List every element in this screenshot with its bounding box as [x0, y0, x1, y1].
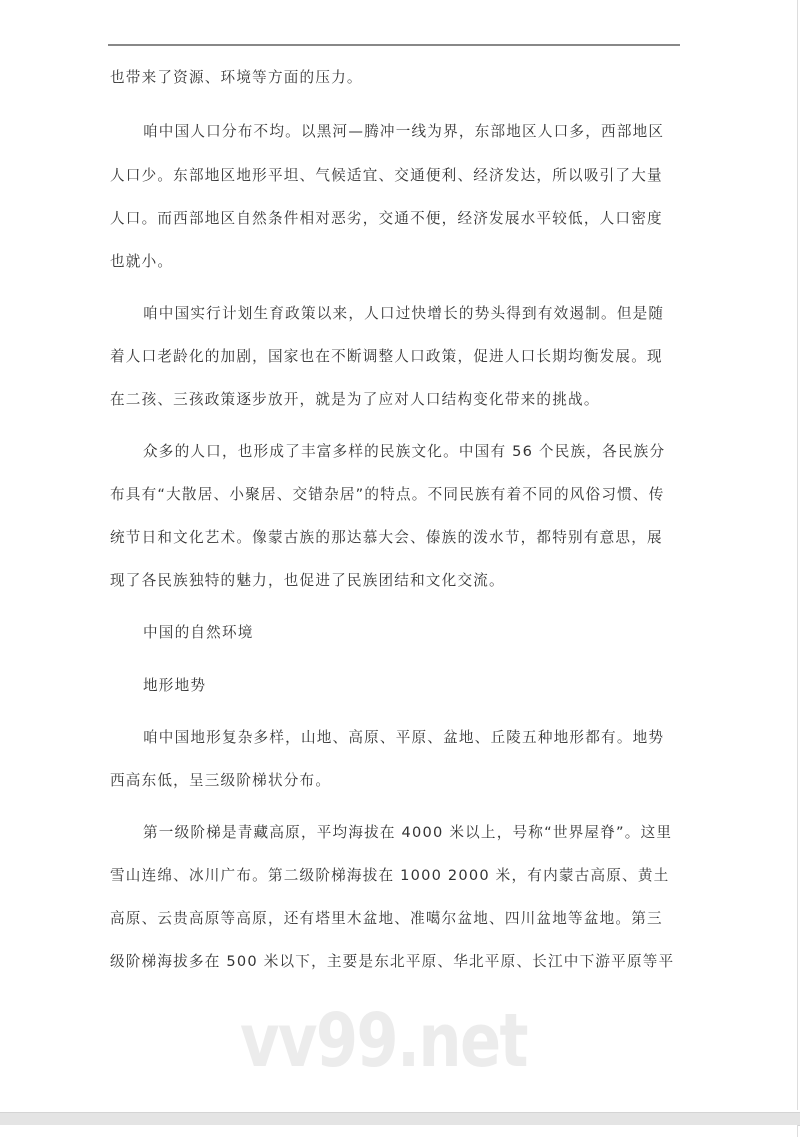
text-line: 也带来了资源、环境等方面的压力。 [110, 69, 363, 86]
paragraph-first-line: 咱中国实行计划生育政策以来，人口过快增长的势头得到有效遏制。但是随 [143, 305, 665, 322]
paragraph-first-line: 第一级阶梯是青藏高原，平均海拔在 4000 米以上，号称“世界屋脊”。这里 [143, 824, 673, 841]
text-line: 人口。而西部地区自然条件相对恶劣，交通不便，经济发展水平较低，人口密度 [110, 210, 663, 227]
paragraph-first-line: 咱中国地形复杂多样，山地、高原、平原、盆地、丘陵五种地形都有。地势 [143, 729, 665, 746]
watermark: vv99.net [240, 998, 527, 1084]
subsection-heading: 地形地势 [143, 677, 207, 694]
section-heading: 中国的自然环境 [143, 624, 254, 641]
text-line: 统节日和文化艺术。像蒙古族的那达慕大会、傣族的泼水节，都特别有意思，展 [110, 529, 663, 546]
text-line: 人口少。东部地区地形平坦、气候适宜、交通便利、经济发达，所以吸引了大量 [110, 167, 663, 184]
paragraph-first-line: 咱中国人口分布不均。以黑河—腾冲一线为界，东部地区人口多，西部地区 [143, 123, 665, 140]
paragraph-first-line: 众多的人口，也形成了丰富多样的民族文化。中国有 56 个民族，各民族分 [143, 443, 666, 460]
text-line: 布具有“大散居、小聚居、交错杂居”的特点。不同民族有着不同的风俗习惯、传 [110, 486, 665, 503]
text-line: 在二孩、三孩政策逐步放开，就是为了应对人口结构变化带来的挑战。 [110, 391, 600, 408]
page-separator [0, 1112, 800, 1126]
text-line: 雪山连绵、冰川广布。第二级阶梯海拔在 1000 2000 米，有内蒙古高原、黄土 [110, 867, 670, 884]
text-line: 级阶梯海拔多在 500 米以下，主要是东北平原、华北平原、长江中下游平原等平 [110, 953, 675, 970]
next-page [0, 1125, 798, 1137]
text-line: 现了各民族独特的魅力，也促进了民族团结和文化交流。 [110, 572, 505, 589]
text-line: 也就小。 [110, 253, 174, 270]
text-line: 高原、云贵高原等高原，还有塔里木盆地、准噶尔盆地、四川盆地等盆地。第三 [110, 910, 663, 927]
header-rule [108, 44, 680, 46]
text-line: 西高东低，呈三级阶梯状分布。 [110, 772, 332, 789]
text-line: 着人口老龄化的加剧，国家也在不断调整人口政策，促进人口长期均衡发展。现 [110, 348, 663, 365]
